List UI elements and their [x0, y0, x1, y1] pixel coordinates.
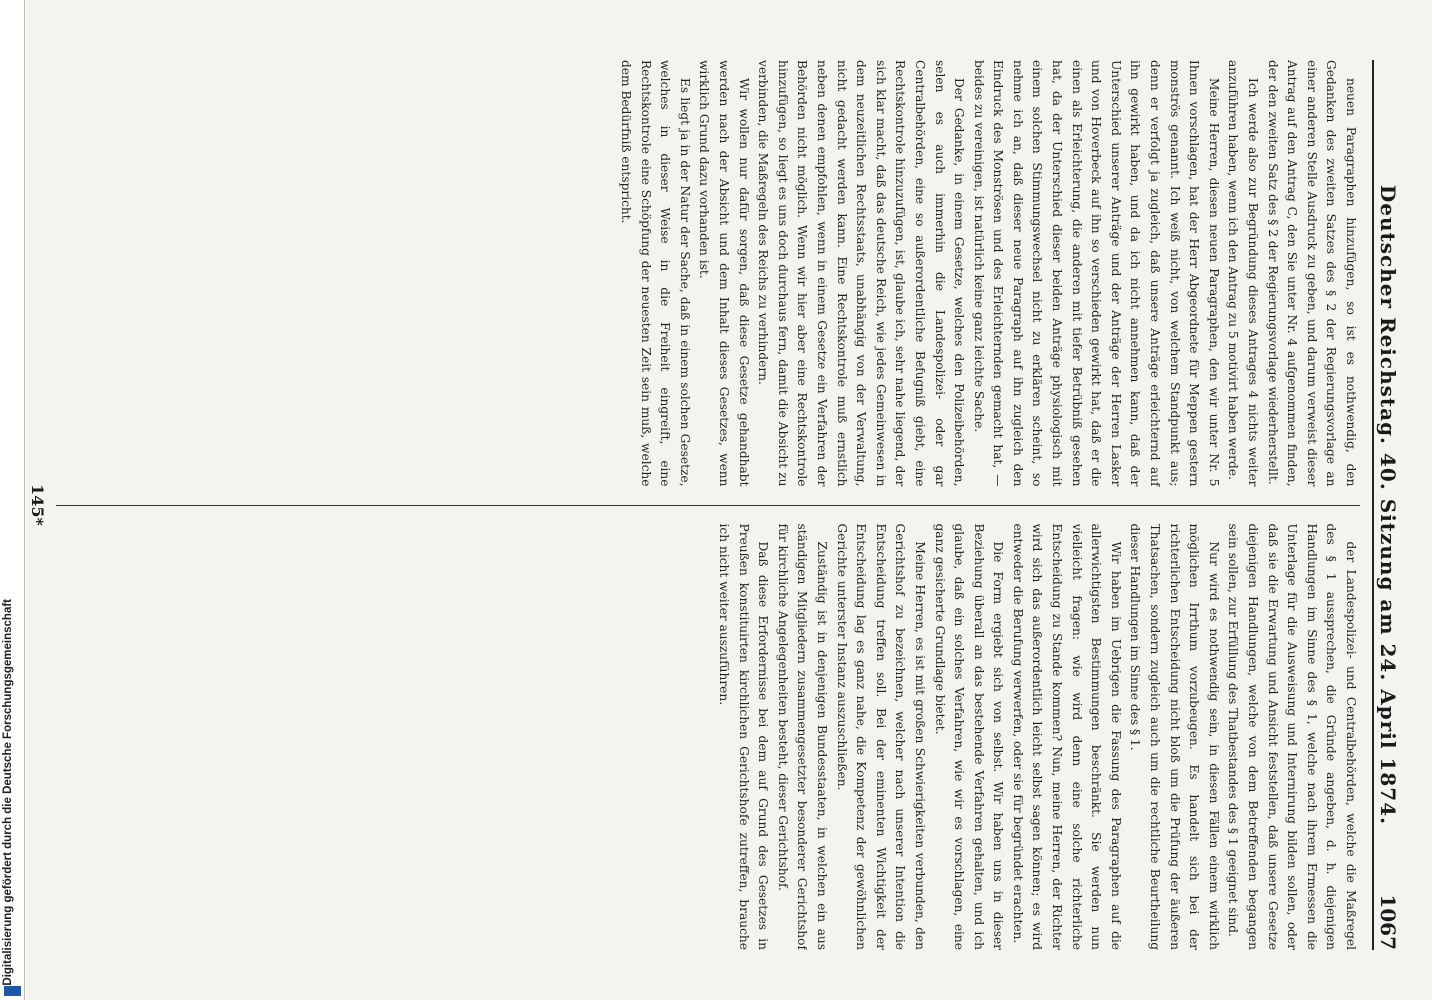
right-column	[56, 524, 1360, 951]
left-column	[56, 60, 1360, 487]
paragraph: Nur wird es nothwendig sein, in diesen Fällen einem wirklich möglichen Irrthum vorzubeugen. Es handelt sich bei der richterlichen Entscheidung nicht bloß um die Prüfung der äußeren Thatsachen, sondern zugleich auch um die rechtliche Beurtheilung dieser Handlungen im Sinne des § 1.	[1128, 523, 1221, 950]
credit-strip	[0, 0, 26, 1000]
text-columns	[56, 60, 1360, 950]
paragraph: Meine Herren, es ist mit großen Schwierigkeiten verbunden, den Gerichtshof zu bezeichnen, welcher nach unserer Intention die Entscheidung treffen soll. Bei der eminenten Wichtigkeit der Entscheidung lag es ganz nahe, die Kompetenz der gewöhnlichen Gerichte unterster Instanz auszuschließen.	[834, 523, 927, 950]
signature-mark: 145*	[28, 484, 47, 526]
page-number: 1067	[1376, 894, 1400, 950]
page-header	[1372, 60, 1402, 950]
rotated-page-content	[16, 20, 1416, 980]
paragraph: Daß diese Erfordernisse bei dem auf Grund des Gesetzes in Preußen konstituirten kirchlichen Gerichtshofe zutreffen, brauche ich nicht weiter auszuführen.	[717, 523, 771, 950]
paragraph: Die Form ergiebt sich von selbst. Wir haben uns in dieser Beziehung überall an das bestehende Verfahren gehalten, und ich glaube, daß ein solches Verfahren, wie wir es vorschlagen, eine ganz gesicherte Grundlage bietet.	[932, 523, 1006, 950]
scan-edge-line	[24, 0, 25, 1000]
paragraph: der Landespolizei- und Centralbehörden, welche die Maßregel des § 1 aussprechen, die Gründe angeben, d. h. diejenigen Handlungen im Sinne des § 1, welche nach ihrem Ermessen die Unterlage für die Ausweisung und Internirung bilden sollen, oder daß sie die Erwartung und Ansicht feststellen, daß unsere Gesetze diejenigen Handlungen, welche von dem Betreffenden begangen sein sollen, zur Erfüllung des Thatbestandes des § 1 geeignet sind.	[1226, 523, 1358, 950]
paragraph: Es liegt ja in der Natur der Sache, daß in einem solchen Gesetze, welches in dieser Weise in die Freiheit eingreift, eine Rechtskontrole eine Schöpfung der neuesten Zeit sein muß, welche dem Bedürfniß entspricht.	[619, 60, 692, 487]
column-divider	[56, 505, 1360, 506]
credit-text: Digitalisierung gefördert durch die Deutsche Forschungsgemeinschaft	[2, 599, 14, 986]
paragraph: Der Gedanke, in einem Gesetze, welches den Polizeibehörden, selen es auch immerhin die Landespolizei- oder gar Centralbehörden, eine so außerordentliche Befugniß giebt, eine Rechtskontrole hinzuzufügen, ist, glaube ich, sehr nahe liegend, der sich klar macht, daß das deutsche Reich, wie jedes Gemeinwesen in dem neuzeitlichen Rechtsstaats, unabhängig von der Verwaltung, nicht gedacht werden kann. Eine Rechtskontrole muß ernstlich neben denen empfohlen, wenn in einem Gesetze ein Verfahren der Behörden nicht möglich. Wenn wir hier aber eine Rechtskontrole hinzufügen, so liegt es uns doch durchaus fern, damit die Absicht zu verbinden, die Maßregeln des Reichs zu verhindern.	[756, 60, 967, 487]
page-title: Deutscher Reichstag. 40. Sitzung am 24. April 1874.	[1376, 184, 1400, 826]
paragraph: Wir wollen nur dafür sorgen, daß diese Gesetze gehandhabt werden nach der Absicht und dem Inhalt dieses Gesetzes, wenn wirklich Grund dazu vorhanden ist.	[697, 60, 751, 487]
dfg-logo	[4, 986, 21, 996]
paragraph: neuen Paragraphen hinzufügen, so ist es nothwendig, den Gedanken des zweiten Satzes des § 2 der Regierungsvorlage an einer anderen Stelle Ausdruck zu geben, und darum verweist dieser Antrag auf den Antrag C, den Sie unter Nr. 4 aufgenommen finden, der den zweiten Satz des § 2 der Regierungsvorlage wiederherstellt.	[1265, 60, 1358, 487]
paragraph: Ich werde also zur Begründung dieses Antrages 4 nichts weiter anzuführen haben, wenn ich den Antrag zu 5 motivirt haben werde.	[1226, 60, 1261, 487]
paragraph: Zuständig ist in denjenigen Bundesstaaten, in welchen ein aus ständigen Mitgliedern zusammengesetzter besonderer Gerichtshof für kirchliche Angelegenheiten besteht, dieser Gerichtshof.	[775, 523, 829, 950]
paragraph: Wir haben im Uebrigen die Fassung des Paragraphen auf die allerwichtigsten Bestimmungen beschränkt. Sie werden nun vielleicht fragen: wie wird denn eine solche richterliche Entscheidung zu Stande kommen? Nun, meine Herren, der Richter wird sich das außerordentlich leicht selbst sagen können; es wird entweder die Berufung verwerfen, oder sie für begründet erachten.	[1010, 523, 1123, 950]
paragraph: Meine Herren, diesen neuen Paragraphen, den wir unter Nr. 5 Ihnen vorschlagen, hat der Herr Abgeordnete für Meppen gestern monströs genannt. Ich weiß nicht, von welchem Standpunkt aus; denn er verfolgt ja zugleich, daß unsere Anträge erleichternd auf ihn gewirkt haben, und da ich nicht annehmen kann, daß der Unterschied unserer Anträge und der Anträge der Herren Lasker und von Hoverbeck auf ihn so verschieden gewirkt hat, daß er die einen als Erleichterung, die anderen mit tiefer Betrübniß gesehen hat, da der Unterschied dieser beiden Anträge physiologisch mit einem solchen Stimmungswechsel nicht zu erklären scheint, so nehme ich an, daß dieser neue Paragraph auf ihn zugleich den Eindruck des Monströsen und des Erleichternden gemacht hat, — beides zu vereinigen, ist natürlich keine ganz leichte Sache.	[971, 60, 1221, 487]
